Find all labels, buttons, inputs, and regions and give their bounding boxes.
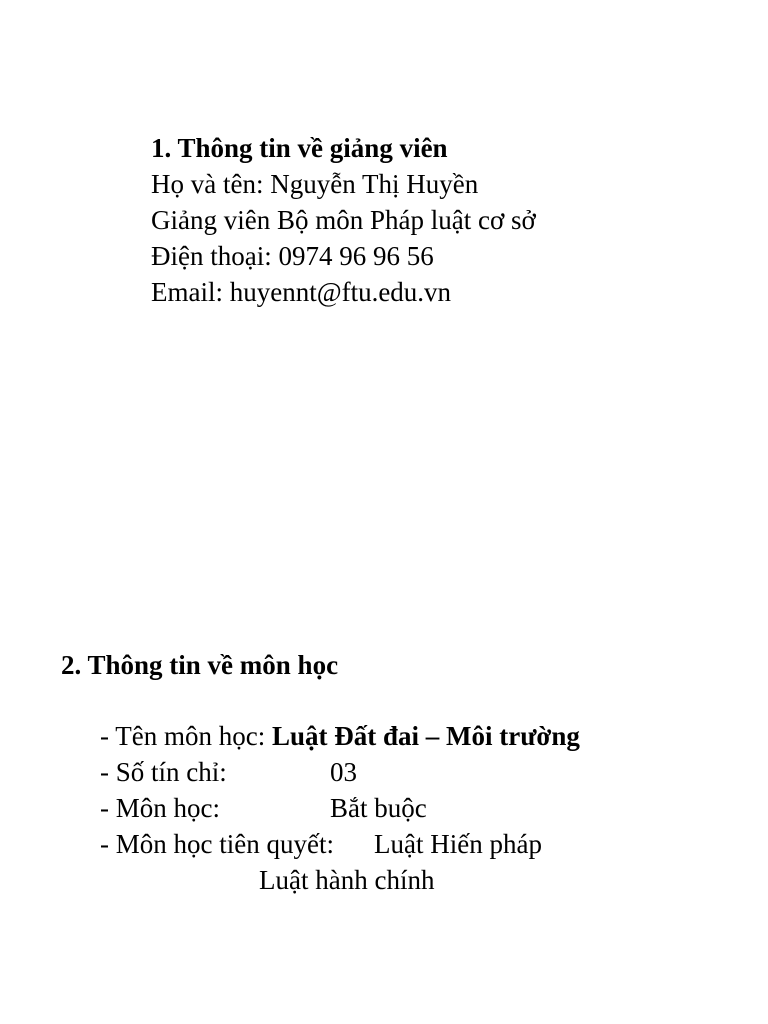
- course-credits-value: 03: [330, 757, 357, 787]
- course-credits-label: - Số tín chỉ:: [100, 757, 227, 787]
- lecturer-position: Giảng viên Bộ môn Pháp luật cơ sở: [151, 205, 536, 235]
- course-name-row: [100, 720, 580, 752]
- lecturer-phone: Điện thoại: 0974 96 96 56: [151, 241, 434, 271]
- course-prereq-value-2: Luật hành chính: [259, 865, 435, 895]
- lecturer-heading: 1. Thông tin về giảng viên: [151, 133, 448, 163]
- course-heading: 2. Thông tin về môn học: [61, 650, 339, 680]
- course-prereq-value-1: Luật Hiến pháp: [374, 829, 542, 859]
- course-type-row: [100, 792, 220, 824]
- course-type-label: - Môn học:: [100, 793, 220, 823]
- course-credits-row: [100, 756, 227, 788]
- course-type-value: Bắt buộc: [330, 793, 427, 823]
- course-prereq-label: - Môn học tiên quyết:: [100, 829, 334, 859]
- course-prereq-row: [100, 828, 334, 860]
- course-name-label: - Tên môn học:: [100, 721, 272, 751]
- lecturer-name: Họ và tên: Nguyễn Thị Huyền: [151, 169, 479, 199]
- lecturer-email: Email: huyennt@ftu.edu.vn: [151, 277, 452, 307]
- course-name-value: Luật Đất đai – Môi trường: [271, 721, 580, 751]
